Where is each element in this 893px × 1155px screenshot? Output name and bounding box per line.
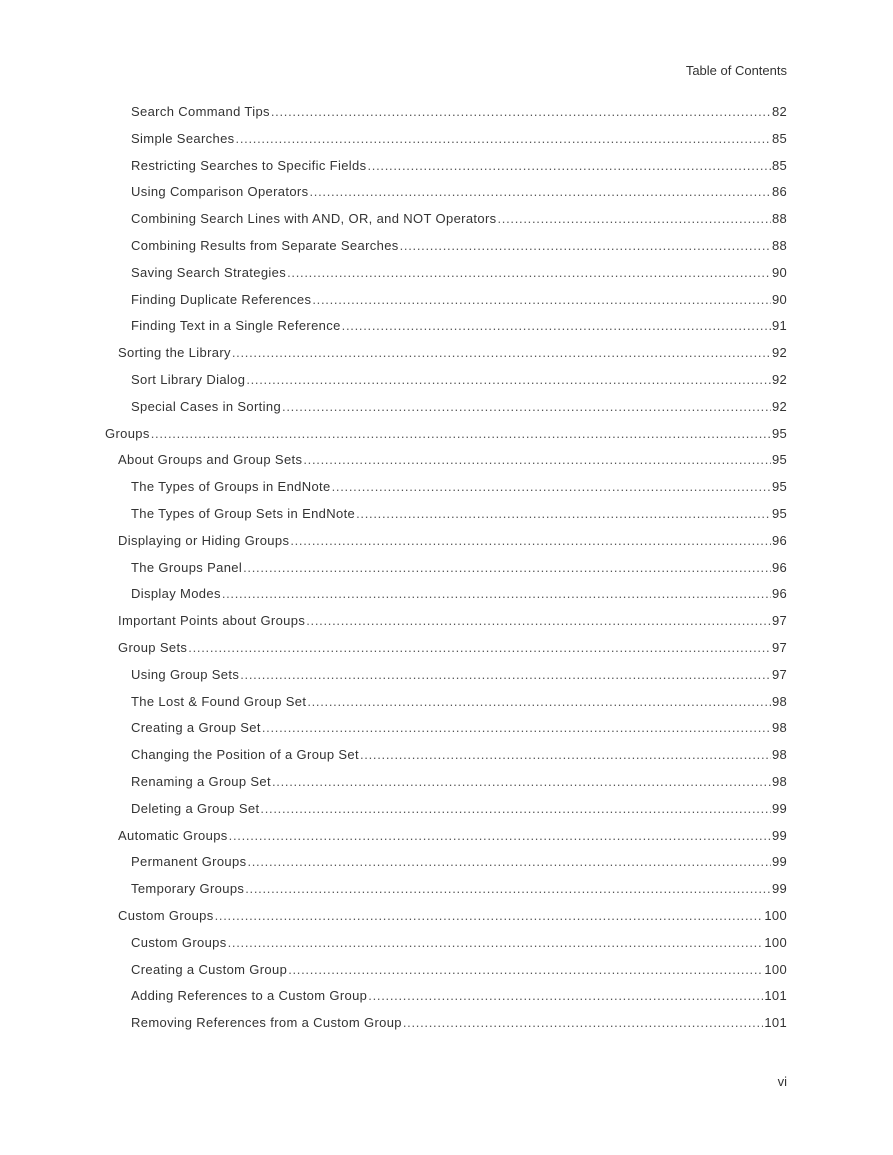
toc-dot-leader <box>356 505 771 523</box>
toc-entry-page-number: 85 <box>771 157 787 173</box>
toc-dot-leader <box>368 987 763 1005</box>
toc-dot-leader <box>151 425 771 443</box>
toc-dot-leader <box>271 103 771 121</box>
toc-entry[interactable] <box>105 693 787 720</box>
toc-entry[interactable] <box>105 719 787 746</box>
toc-entry-title: Permanent Groups <box>131 854 247 870</box>
toc-entry-page-number: 90 <box>771 291 787 307</box>
toc-entry-page-number: 95 <box>771 452 787 468</box>
toc-entry-page-number: 88 <box>771 211 787 227</box>
toc-dot-leader <box>243 559 771 577</box>
toc-entry-page-number: 90 <box>771 264 787 280</box>
toc-dot-leader <box>282 398 771 416</box>
toc-entry-title: Sort Library Dialog <box>131 371 246 387</box>
toc-entry[interactable] <box>105 478 787 505</box>
toc-entry-page-number: 96 <box>771 586 787 602</box>
toc-entry-title: Special Cases in Sorting <box>131 398 282 414</box>
toc-entry-page-number: 99 <box>771 854 787 870</box>
toc-dot-leader <box>287 264 771 282</box>
toc-dot-leader <box>247 853 771 871</box>
toc-entry-page-number: 82 <box>771 104 787 119</box>
toc-dot-leader <box>272 773 771 791</box>
toc-dot-leader <box>403 1014 764 1032</box>
toc-entry-page-number: 98 <box>771 773 787 789</box>
toc-entry-title: Temporary Groups <box>131 881 245 897</box>
toc-entry-title: About Groups and Group Sets <box>118 452 303 468</box>
toc-entry-page-number: 100 <box>764 961 787 977</box>
toc-entry-page-number: 86 <box>771 184 787 200</box>
toc-entry-title: Finding Text in a Single Reference <box>131 318 341 334</box>
toc-entry-title: Creating a Custom Group <box>131 961 288 977</box>
toc-dot-leader <box>260 800 771 818</box>
toc-entry-title: Combining Search Lines with AND, OR, and NOT Operators <box>131 211 497 227</box>
toc-dot-leader <box>215 907 764 925</box>
toc-entry-page-number: 92 <box>771 371 787 387</box>
toc-dot-leader <box>222 585 771 603</box>
toc-entry-title: Adding References to a Custom Group <box>131 988 368 1004</box>
toc-dot-leader <box>307 693 771 711</box>
toc-entry-title: Custom Groups <box>131 934 227 950</box>
toc-entry-title: Group Sets <box>118 639 188 655</box>
toc-entry-title: Displaying or Hiding Groups <box>118 532 290 548</box>
toc-entry-title: Automatic Groups <box>118 827 228 843</box>
toc-entry-title: The Lost & Found Group Set <box>131 693 307 709</box>
toc-entry-title: Combining Results from Separate Searches <box>131 237 399 253</box>
toc-entry-page-number: 100 <box>764 907 787 923</box>
toc-entry[interactable] <box>105 130 787 157</box>
toc-entry-title: Simple Searches <box>131 130 235 146</box>
toc-entry[interactable] <box>105 800 787 827</box>
toc-entry-title: Important Points about Groups <box>118 613 306 629</box>
toc-entry-page-number: 98 <box>771 720 787 736</box>
toc-entry-page-number: 97 <box>771 666 787 682</box>
toc-entry-page-number: 96 <box>771 532 787 548</box>
toc-entry-title: The Groups Panel <box>131 559 243 575</box>
toc-entry-page-number: 98 <box>771 693 787 709</box>
toc-entry-page-number: 97 <box>771 639 787 655</box>
toc-dot-leader <box>309 183 770 201</box>
toc-entry[interactable] <box>105 1014 787 1041</box>
toc-entry-title: The Types of Group Sets in EndNote <box>131 505 356 521</box>
toc-dot-leader <box>360 746 771 764</box>
toc-entry[interactable] <box>105 987 787 1014</box>
toc-dot-leader <box>262 719 771 737</box>
toc-entry[interactable] <box>105 773 787 800</box>
toc-entry-page-number: 101 <box>764 1015 787 1031</box>
toc-entry-title: Using Comparison Operators <box>131 184 309 200</box>
toc-dot-leader <box>229 827 771 845</box>
toc-dot-leader <box>306 612 771 630</box>
toc-entry[interactable] <box>105 934 787 961</box>
table-of-contents <box>105 103 787 1041</box>
toc-entry[interactable] <box>105 612 787 639</box>
toc-entry-title: Finding Duplicate References <box>131 291 312 307</box>
toc-entry-title: The Types of Groups in EndNote <box>131 479 331 495</box>
toc-entry-title: Groups <box>105 425 150 441</box>
toc-entry[interactable] <box>105 505 787 532</box>
toc-entry-title: Creating a Group Set <box>131 720 261 736</box>
toc-entry-page-number: 91 <box>771 318 787 334</box>
toc-entry-title: Display Modes <box>131 586 221 602</box>
toc-entry[interactable] <box>105 532 787 559</box>
toc-entry-page-number: 88 <box>771 237 787 253</box>
toc-entry-title: Deleting a Group Set <box>131 800 260 816</box>
toc-dot-leader <box>236 130 771 148</box>
toc-entry-page-number: 100 <box>764 934 787 950</box>
toc-dot-leader <box>312 291 771 309</box>
toc-dot-leader <box>240 666 771 684</box>
toc-entry[interactable] <box>105 880 787 907</box>
toc-entry-page-number: 99 <box>771 800 787 816</box>
toc-entry-title: Renaming a Group Set <box>131 773 271 789</box>
toc-entry[interactable] <box>105 237 787 264</box>
toc-entry-page-number: 96 <box>771 559 787 575</box>
toc-entry-page-number: 101 <box>764 988 787 1004</box>
toc-dot-leader <box>288 961 763 979</box>
toc-dot-leader <box>342 317 771 335</box>
toc-entry[interactable] <box>105 398 787 425</box>
page-number: vi <box>777 1074 787 1089</box>
toc-entry[interactable] <box>105 425 787 452</box>
toc-entry-title: Restricting Searches to Specific Fields <box>131 157 367 173</box>
toc-entry-page-number: 92 <box>771 345 787 361</box>
toc-dot-leader <box>400 237 771 255</box>
toc-entry-page-number: 97 <box>771 613 787 629</box>
toc-entry[interactable] <box>105 827 787 854</box>
toc-entry[interactable] <box>105 559 787 586</box>
toc-dot-leader <box>188 639 771 657</box>
toc-entry[interactable] <box>105 639 787 666</box>
toc-entry-page-number: 92 <box>771 398 787 414</box>
toc-entry[interactable] <box>105 157 787 184</box>
toc-entry[interactable] <box>105 210 787 237</box>
toc-entry[interactable] <box>105 264 787 291</box>
toc-entry[interactable] <box>105 344 787 371</box>
toc-entry-title: Custom Groups <box>118 907 214 923</box>
toc-dot-leader <box>367 157 770 175</box>
toc-dot-leader <box>332 478 771 496</box>
toc-entry[interactable] <box>105 451 787 478</box>
toc-entry[interactable] <box>105 961 787 988</box>
toc-entry-title: Removing References from a Custom Group <box>131 1015 402 1031</box>
toc-entry-page-number: 95 <box>771 505 787 521</box>
toc-entry[interactable] <box>105 746 787 773</box>
toc-entry[interactable] <box>105 853 787 880</box>
toc-entry[interactable] <box>105 907 787 934</box>
toc-entry-title: Saving Search Strategies <box>131 264 287 280</box>
toc-dot-leader <box>246 371 771 389</box>
toc-dot-leader <box>497 210 770 228</box>
toc-entry-page-number: 95 <box>771 479 787 495</box>
toc-entry-title: Search Command Tips <box>131 104 270 119</box>
toc-entry-page-number: 95 <box>771 425 787 441</box>
toc-entry[interactable] <box>105 371 787 398</box>
toc-dot-leader <box>232 344 771 362</box>
toc-dot-leader <box>303 451 771 469</box>
toc-entry[interactable] <box>105 666 787 693</box>
toc-entry-page-number: 98 <box>771 747 787 763</box>
toc-entry-title: Using Group Sets <box>131 666 240 682</box>
toc-entry[interactable] <box>105 291 787 318</box>
toc-entry-page-number: 99 <box>771 881 787 897</box>
toc-dot-leader <box>245 880 771 898</box>
toc-entry[interactable] <box>105 585 787 612</box>
running-header: Table of Contents <box>685 63 787 78</box>
toc-entry-page-number: 99 <box>771 827 787 843</box>
toc-dot-leader <box>290 532 771 550</box>
toc-entry-title: Sorting the Library <box>118 345 231 361</box>
toc-entry[interactable] <box>105 317 787 344</box>
toc-entry[interactable] <box>105 103 787 130</box>
toc-entry-page-number: 85 <box>771 130 787 146</box>
toc-entry-title: Changing the Position of a Group Set <box>131 747 359 763</box>
toc-dot-leader <box>228 934 764 952</box>
toc-entry[interactable] <box>105 183 787 210</box>
